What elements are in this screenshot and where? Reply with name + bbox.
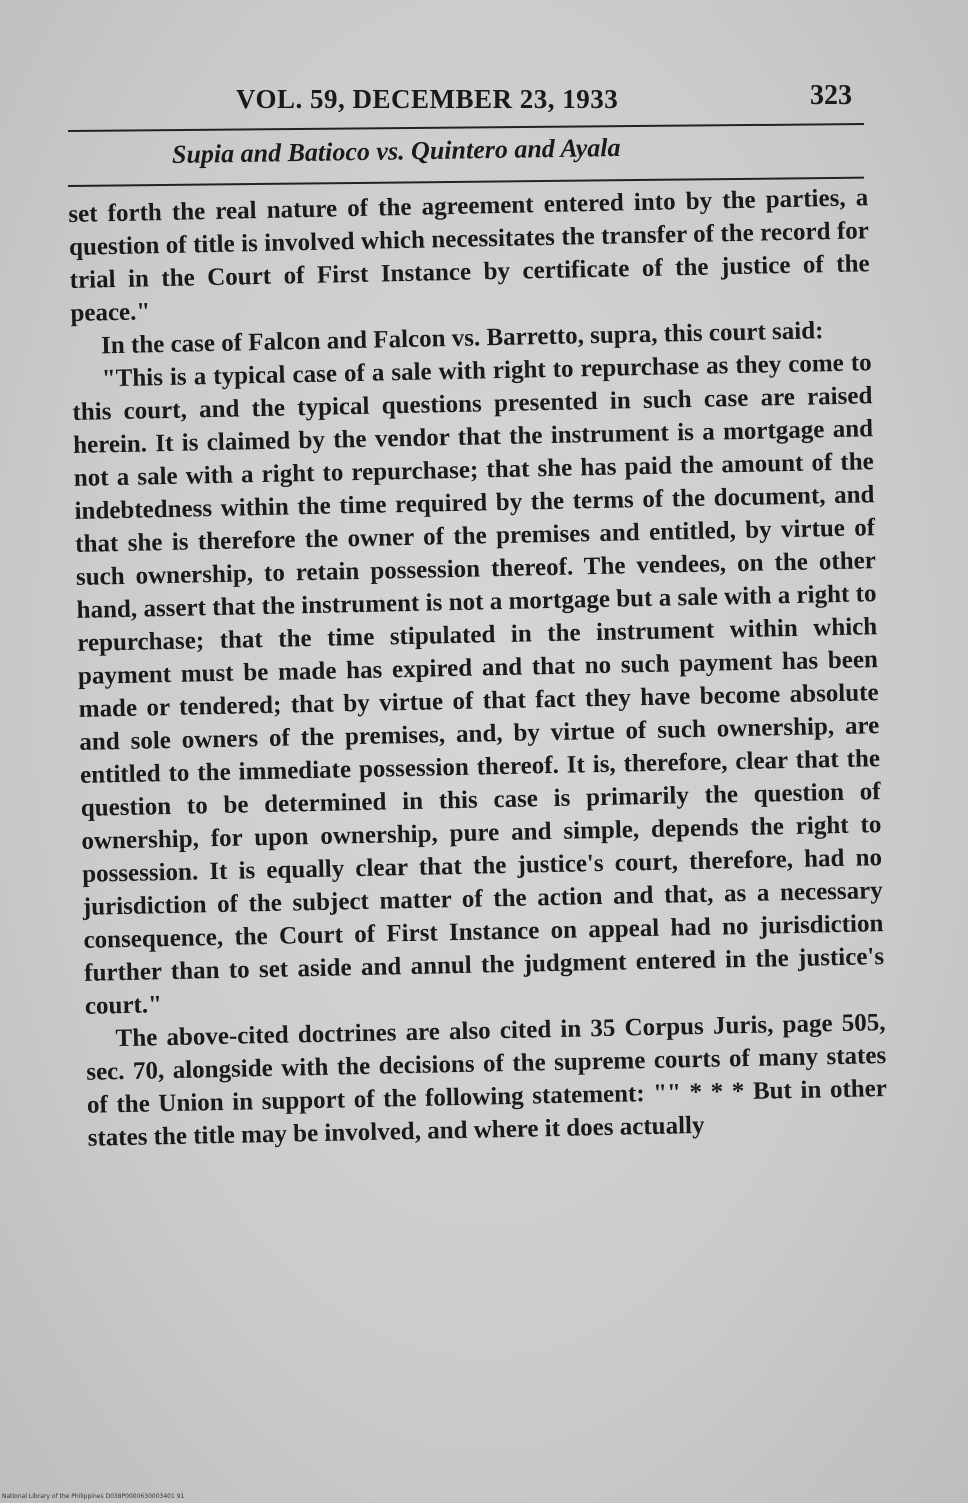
body-text xyxy=(68,181,888,1155)
case-title: Supia and Batioco vs. Quintero and Ayala xyxy=(171,132,621,169)
header-rule-top xyxy=(68,123,864,132)
paragraph-falcon-case: In the case of Falcon and Falcon vs. Barretto, supra, this court said: xyxy=(100,317,824,360)
paragraph-corpus-juris: The above-cited doctrines are also cited in 35 Corpus Juris, page 505, sec. 70, alongside with the decisions of the supreme courts of many states of the Union in support of the following statement: "" * * * But in other states the title may be involved, and where it does actually xyxy=(86,1009,888,1152)
page-number: 323 xyxy=(810,80,852,111)
library-stamp: National Library of the Philippines D038P0000630003401 91 xyxy=(2,1493,185,1500)
paragraph-quotation: "This is a typical case of a sale with right to repurchase as they come to this court, and the typical questions presented in such case are raised herein. It is claimed by the vendor that the instrument is a mortgage and not a sale with a right to repurchase; that she has paid the amount of the indebtedness within the time required by the terms of the document, and that she is therefore the owner of the premises and entitled, by virtue of such ownership, to retain possession thereof. The vendees, on the other hand, assert that the instrument is not a mortgage but a sale with a right to repurchase; that the time stipulated in the instrument within which payment must be made has expired and that no such payment has been made or tendered; that by virtue of that fact they have become absolute and sole owners of the premises, and, by virtue of such ownership, are entitled to the immediate possession thereof. It is, therefore, clear that the question to be determined in this case is primarily the question of ownership, for upon ownership, pure and simple, depends the right to possession. It is equally clear that the justice's court, therefore, had no jurisdiction of the subject matter of the action and that, as a necessary consequence, the Court of First Instance on appeal had no jurisdiction further than to set aside and annul the judgment entered in the justice's court." xyxy=(72,349,885,1020)
running-head: VOL. 59, DECEMBER 23, 1933 xyxy=(236,84,619,114)
paragraph-continuation: set forth the real nature of the agreement entered into by the parties, a question of title is involved which necessitates the transfer of the record for trial in the Court of First Instance by certificate of the justice of the peace." xyxy=(68,184,870,327)
